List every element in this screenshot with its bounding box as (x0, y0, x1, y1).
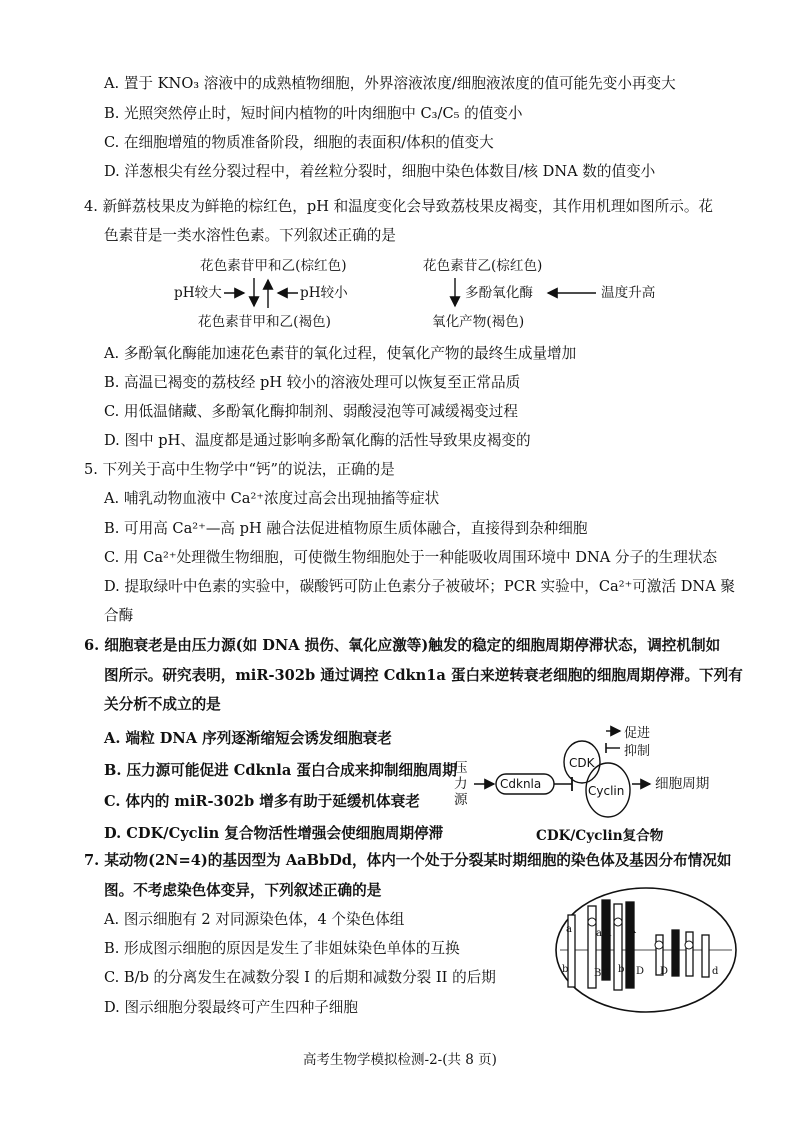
q6-stem-line3: 关分析不成立的是 (104, 696, 221, 713)
stress-char-2: 力 (454, 776, 468, 792)
q6-stem-line1: 6. 细胞衰老是由压力源(如 DNA 损伤、氧化应激等)触发的稳定的细胞周期停滞状态，调控机制如 (84, 637, 721, 654)
gene-D-1: D (636, 966, 645, 977)
q4-ph-low: pH较小 (300, 285, 348, 301)
gene-B-2: B (602, 968, 610, 979)
q5-option-b: B. 可用高 Ca²⁺—高 pH 融合法促进植物原生质体融合，直接得到杂种细胞 (104, 520, 588, 537)
gene-D-2: D (660, 966, 669, 977)
q5-option-d-cont: 合酶 (104, 607, 134, 624)
gene-d-1: d (672, 966, 679, 977)
q5-option-d: D. 提取绿叶中色素的实验中，碳酸钙可防止色素分子被破坏；PCR 实验中，Ca²⁺可激活 DNA 聚 (104, 578, 735, 595)
centromere-2 (614, 918, 622, 926)
gene-B-1: B (594, 968, 602, 979)
q4-enzyme: 多酚氧化酶 (465, 285, 533, 301)
q4-stem-line1: 4. 新鲜荔枝果皮为鲜艳的棕红色，pH 和温度变化会导致荔枝果皮褐变，其作用机理如图所示。花 (84, 198, 714, 215)
q7-option-a: A. 图示细胞有 2 对同源染色体，4 个染色体组 (104, 911, 405, 928)
centromere-4 (685, 941, 693, 949)
q4-left-bottom: 花色素苷甲和乙(褐色) (198, 314, 331, 330)
q7-stem-line2: 图。不考虑染色体变异，下列叙述正确的是 (104, 882, 382, 899)
q4-option-a: A. 多酚氧化酶能加速花色素苷的氧化过程，使氧化产物的最终生成量增加 (104, 345, 577, 362)
q4-option-d: D. 图中 pH、温度都是通过影响多酚氧化酶的活性导致果皮褐变的 (104, 432, 531, 449)
stress-char-3: 源 (454, 792, 468, 808)
q4-stem-line2: 色素苷是一类水溶性色素。下列叙述正确的是 (104, 227, 396, 244)
q6-option-b: B. 压力源可能促进 Cdknla 蛋白合成来抑制细胞周期 (104, 762, 457, 779)
legend-inhibit: 抑制 (624, 744, 651, 759)
cell-svg (546, 880, 746, 1020)
prev-option-c: C. 在细胞增殖的物质准备阶段，细胞的表面积/体积的值变大 (104, 134, 494, 151)
q4-option-b: B. 高温已褐变的荔枝经 pH 较小的溶液处理可以恢复至正常品质 (104, 374, 521, 391)
chromosome-8 (686, 932, 693, 976)
prev-option-a: A. 置于 KNO₃ 溶液中的成熟植物细胞，外界溶液浓度/细胞液浓度的值可能先变小再变大 (104, 75, 676, 92)
gene-A-2: A (628, 923, 636, 936)
q6-option-a: A. 端粒 DNA 序列逐渐缩短会诱发细胞衰老 (104, 730, 392, 747)
chromosome-9 (702, 935, 709, 977)
q5-stem: 5. 下列关于高中生物学中“钙”的说法，正确的是 (84, 461, 395, 478)
legend-promote: 促进 (624, 726, 651, 741)
prev-option-b: B. 光照突然停止时，短时间内植物的叶肉细胞中 C₃/C₅ 的值变小 (104, 105, 523, 122)
cycle-label: 细胞周期 (655, 776, 710, 792)
q6-stem-line2: 图所示。研究表明，miR-302b 通过调控 Cdkn1a 蛋白来逆转衰老细胞的细胞周期停滞。下列有 (104, 667, 743, 684)
q7-option-d: D. 图示细胞分裂最终可产生四种子细胞 (104, 999, 358, 1016)
q7-stem-line1: 7. 某动物(2N=4)的基因型为 AaBbDd，体内一个处于分裂某时期细胞的染色体及基因分布情况如 (84, 852, 732, 869)
gene-b-2: b (618, 964, 625, 975)
q4-right-bottom: 氧化产物(褐色) (432, 314, 525, 330)
q6-option-d: D. CDK/Cyclin 复合物活性增强会使细胞周期停滞 (104, 825, 444, 842)
stress-char-1: 压 (454, 760, 468, 776)
q4-arrows (0, 0, 800, 340)
gene-d-2: d (712, 966, 719, 977)
cdk-label: CDK (569, 756, 595, 770)
gene-a-1: a (566, 924, 572, 935)
gene-A-1: A (604, 928, 612, 939)
q7-option-b: B. 形成图示细胞的原因是发生了非姐妹染色单体的互换 (104, 940, 460, 957)
centromere-3 (655, 941, 663, 949)
q5-option-c: C. 用 Ca²⁺处理微生物细胞，可使微生物细胞处于一种能吸收周围环境中 DNA 分子的生理状态 (104, 549, 718, 566)
chromosome-5 (626, 902, 634, 988)
q5-option-a: A. 哺乳动物血液中 Ca²⁺浓度过高会出现抽搐等症状 (104, 490, 440, 507)
q4-ph-high: pH较大 (174, 285, 222, 301)
q4-right-top: 花色素苷乙(棕红色) (423, 258, 543, 274)
q6-option-c: C. 体内的 miR-302b 增多有助于延缓机体衰老 (104, 793, 420, 810)
cyclin-label: Cyclin (588, 784, 625, 798)
centromere-1 (588, 918, 596, 926)
q7-option-c: C. B/b 的分离发生在减数分裂 I 的后期和减数分裂 II 的后期 (104, 969, 496, 986)
complex-label: CDK/Cyclin复合物 (536, 828, 664, 844)
cdkn-label: Cdknla (500, 777, 542, 791)
gene-a-2: a (596, 928, 602, 939)
q4-option-c: C. 用低温储藏、多酚氧化酶抑制剂、弱酸浸泡等可减缓褐变过程 (104, 403, 518, 420)
prev-option-d: D. 洋葱根尖有丝分裂过程中，着丝粒分裂时，细胞中染色体数目/核 DNA 数的值变小 (104, 163, 656, 180)
page-footer: 高考生物学模拟检测-2-(共 8 页) (303, 1052, 497, 1068)
gene-b-1: b (562, 964, 569, 975)
q4-left-top: 花色素苷甲和乙(棕红色) (200, 258, 347, 274)
q4-temp: 温度升高 (601, 285, 656, 301)
